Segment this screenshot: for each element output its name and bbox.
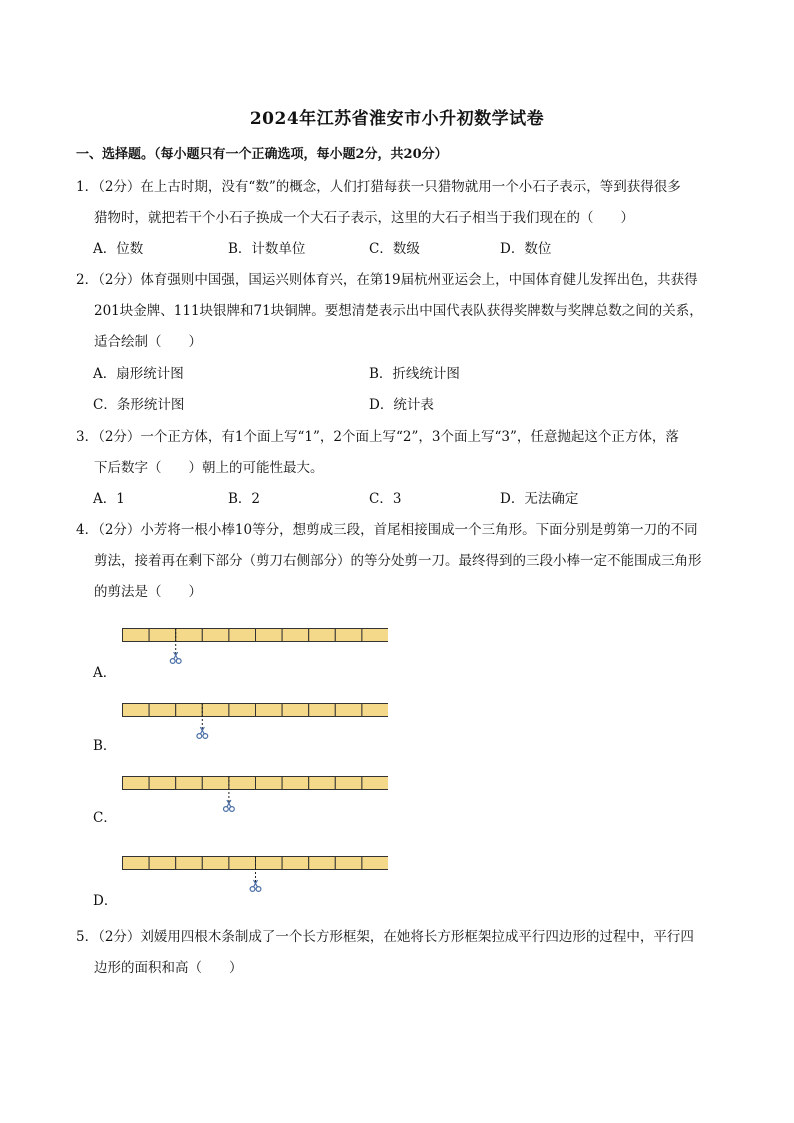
stick-segment [123,704,150,717]
stick-segment [229,777,256,790]
stick-segment [256,629,283,642]
stick-segment [335,777,362,790]
option-c[interactable]: C．条形统计图 [93,397,185,413]
stick-segment [202,629,229,642]
stick-segment [176,704,203,717]
stick-segment [282,704,309,717]
stick-segment [229,704,256,717]
stick-segment [309,857,336,870]
section-heading: 一、选择题。（每小题只有一个正确选项，每小题2分，共20分） [76,147,448,162]
stick-figure [122,776,388,816]
question-text: 2．（2分）体育强则中国强，国运兴则体育兴，在第19届杭州亚运会上，中国体育健儿发挥出色，共获得 [76,272,698,288]
stick-segment [123,857,150,870]
option-b[interactable]: B． [93,738,117,754]
option-a[interactable]: A．扇形统计图 [93,366,184,382]
stick-segment [229,857,256,870]
question-text: 边形的面积和高（ ） [94,960,243,976]
stick-segment [362,857,388,870]
stick-segment [123,777,150,790]
stick-segment [256,704,283,717]
stick-segment [176,777,203,790]
stick-segment [256,777,283,790]
stick-segment [309,777,336,790]
stick-figure [122,628,388,668]
stick-segment [362,704,388,717]
question-text: 适合绘制（ ） [94,334,202,350]
stick-segment [123,629,150,642]
option-b[interactable]: B．2 [228,491,261,507]
stick-segment [202,777,229,790]
option-d[interactable]: D．数位 [500,241,552,257]
stick-segment [256,857,283,870]
stick-segment [202,857,229,870]
option-c[interactable]: C．数级 [369,241,420,257]
stick-segment [282,777,309,790]
question-text: 4．（2分）小芳将一根小棒10等分，想剪成三段，首尾相接围成一个三角形。下面分别是剪第一刀的不同 [76,522,698,538]
option-c[interactable]: C．3 [369,491,402,507]
question-text: 下后数字（ ）朝上的可能性最大。 [94,460,324,476]
stick-segment [282,629,309,642]
question-text: 5．（2分）刘媛用四根木条制成了一个长方形框架，在她将长方形框架拉成平行四边形的过程中，平行四 [76,929,694,945]
stick-figure [122,703,388,743]
stick-segment [202,704,229,717]
stick-segment [149,777,176,790]
question-text: 猎物时，就把若干个小石子换成一个大石子表示，这里的大石子相当于我们现在的（ ） [94,210,634,226]
stick-segment [149,704,176,717]
stick-segment [149,629,176,642]
option-b[interactable]: B．计数单位 [228,241,306,257]
stick-segment [335,629,362,642]
stick-segment [335,704,362,717]
option-d[interactable]: D．统计表 [369,397,434,413]
option-a[interactable]: A． [93,665,117,681]
stick-segment [362,777,388,790]
stick-segment [309,704,336,717]
stick-segment [229,629,256,642]
stick-segment [282,857,309,870]
question-text: 201块金牌、111块银牌和71块铜牌。要想清楚表示出中国代表队获得奖牌数与奖牌总数之间的关系， [94,303,703,319]
exam-title: 2024年江苏省淮安市小升初数学试卷 [249,109,545,129]
option-c[interactable]: C． [93,810,117,826]
stick-segment [309,629,336,642]
stick-segment [176,629,203,642]
stick-figure [122,856,388,898]
question-text: 剪法，接着再在剩下部分（剪刀右侧部分）的等分处剪一刀。最终得到的三段小棒一定不能围成三角形 [94,553,702,569]
option-b[interactable]: B．折线统计图 [369,366,460,382]
question-text: 1．（2分）在上古时期，没有“数”的概念，人们打猎每获一只猎物就用一个小石子表示，等到获得很多 [76,179,681,195]
stick-segment [176,857,203,870]
option-a[interactable]: A．1 [93,491,125,507]
stick-segment [335,857,362,870]
stick-segment [362,629,388,642]
option-d[interactable]: D．无法确定 [500,491,579,507]
question-text: 的剪法是（ ） [94,584,202,600]
stick-segment [149,857,176,870]
option-a[interactable]: A．位数 [93,241,144,257]
option-d[interactable]: D． [93,893,118,909]
question-text: 3．（2分）一个正方体，有1个面上写“1”，2个面上写“2”，3个面上写“3”，任意抛起这个正方体，落 [76,429,679,445]
